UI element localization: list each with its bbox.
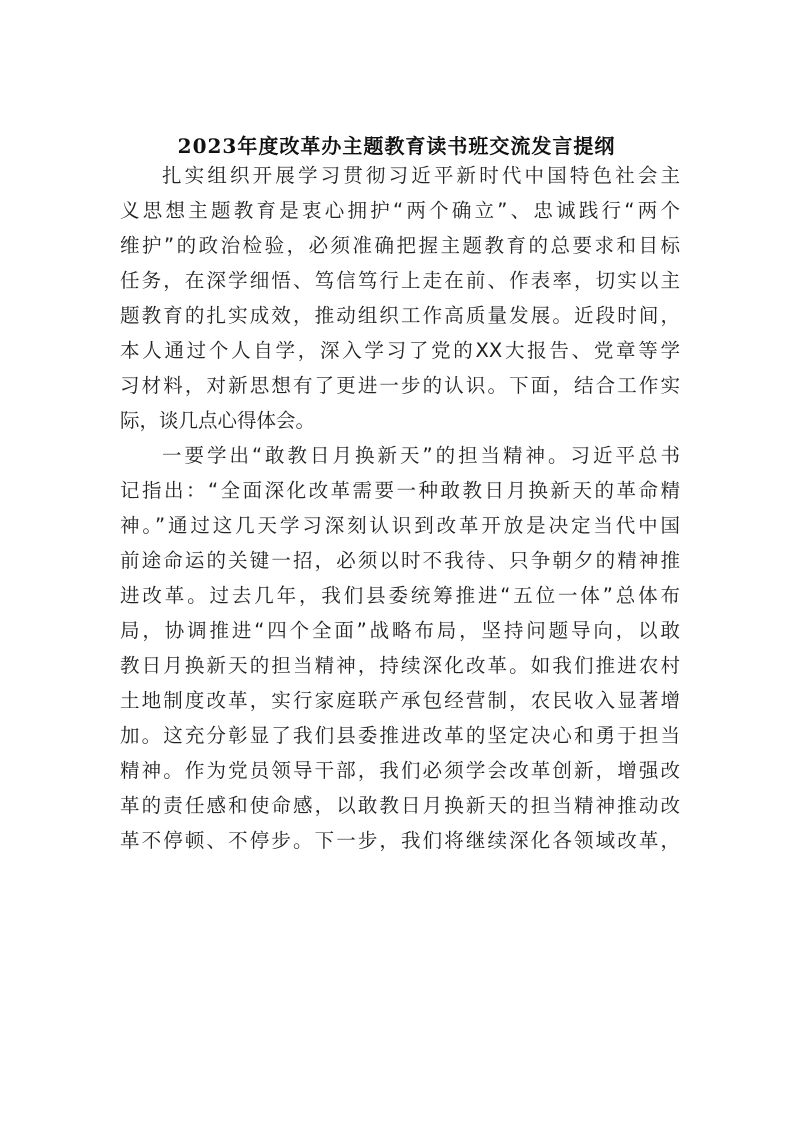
paragraph-line: 前途命运的关键一招，必须以时不我待、只争朝夕的精神推 xyxy=(120,549,680,572)
paragraph-point-one xyxy=(120,438,680,858)
paragraph-line: 革的责任感和使命感，以敢教日月换新天的担当精神推动改 xyxy=(120,794,680,817)
paragraph-line: 义思想主题教育是衷心拥护“两个确立”、忠诚践行“两个 xyxy=(120,199,680,222)
paragraph-line: 进改革。过去几年，我们县委统筹推进“五位一体”总体布 xyxy=(120,584,680,607)
paragraph-line: 土地制度改革，实行家庭联产承包经营制，农民收入显著增 xyxy=(120,689,680,712)
paragraph-line: 题教育的扎实成效，推动组织工作高质量发展。近段时间， xyxy=(120,304,680,327)
paragraph-line: 本人通过个人自学，深入学习了党的XX大报告、党章等学 xyxy=(120,339,680,362)
paragraph-line: 局，协调推进“四个全面”战略布局，坚持问题导向，以敢 xyxy=(120,619,680,642)
paragraph-line: 加。这充分彰显了我们县委推进改革的坚定决心和勇于担当 xyxy=(120,724,680,747)
document-body xyxy=(120,158,680,858)
document-title: 2023年度改革办主题教育读书班交流发言提纲 xyxy=(177,134,616,158)
paragraph-line: 扎实组织开展学习贯彻习近平新时代中国特色社会主 xyxy=(162,164,680,187)
paragraph-line: 际，谈几点心得体会。 xyxy=(120,409,316,432)
paragraph-line: 神。”通过这几天学习深刻认识到改革开放是决定当代中国 xyxy=(120,514,680,537)
paragraph-line: 记指出：“全面深化改革需要一种敢教日月换新天的革命精 xyxy=(120,479,680,502)
paragraph-line: 精神。作为党员领导干部，我们必须学会改革创新，增强改 xyxy=(120,759,680,782)
paragraph-line: 任务，在深学细悟、笃信笃行上走在前、作表率，切实以主 xyxy=(120,269,680,292)
paragraph-line: 教日月换新天的担当精神，持续深化改革。如我们推进农村 xyxy=(120,654,680,677)
paragraph-line: 革不停顿、不停步。下一步，我们将继续深化各领域改革， xyxy=(120,829,680,852)
paragraph-intro xyxy=(120,158,680,438)
paragraph-line: 一要学出“敢教日月换新天”的担当精神。习近平总书 xyxy=(162,444,680,467)
paragraph-line: 维护”的政治检验，必须准确把握主题教育的总要求和目标 xyxy=(120,234,680,257)
paragraph-line: 习材料，对新思想有了更进一步的认识。下面，结合工作实 xyxy=(120,374,680,397)
